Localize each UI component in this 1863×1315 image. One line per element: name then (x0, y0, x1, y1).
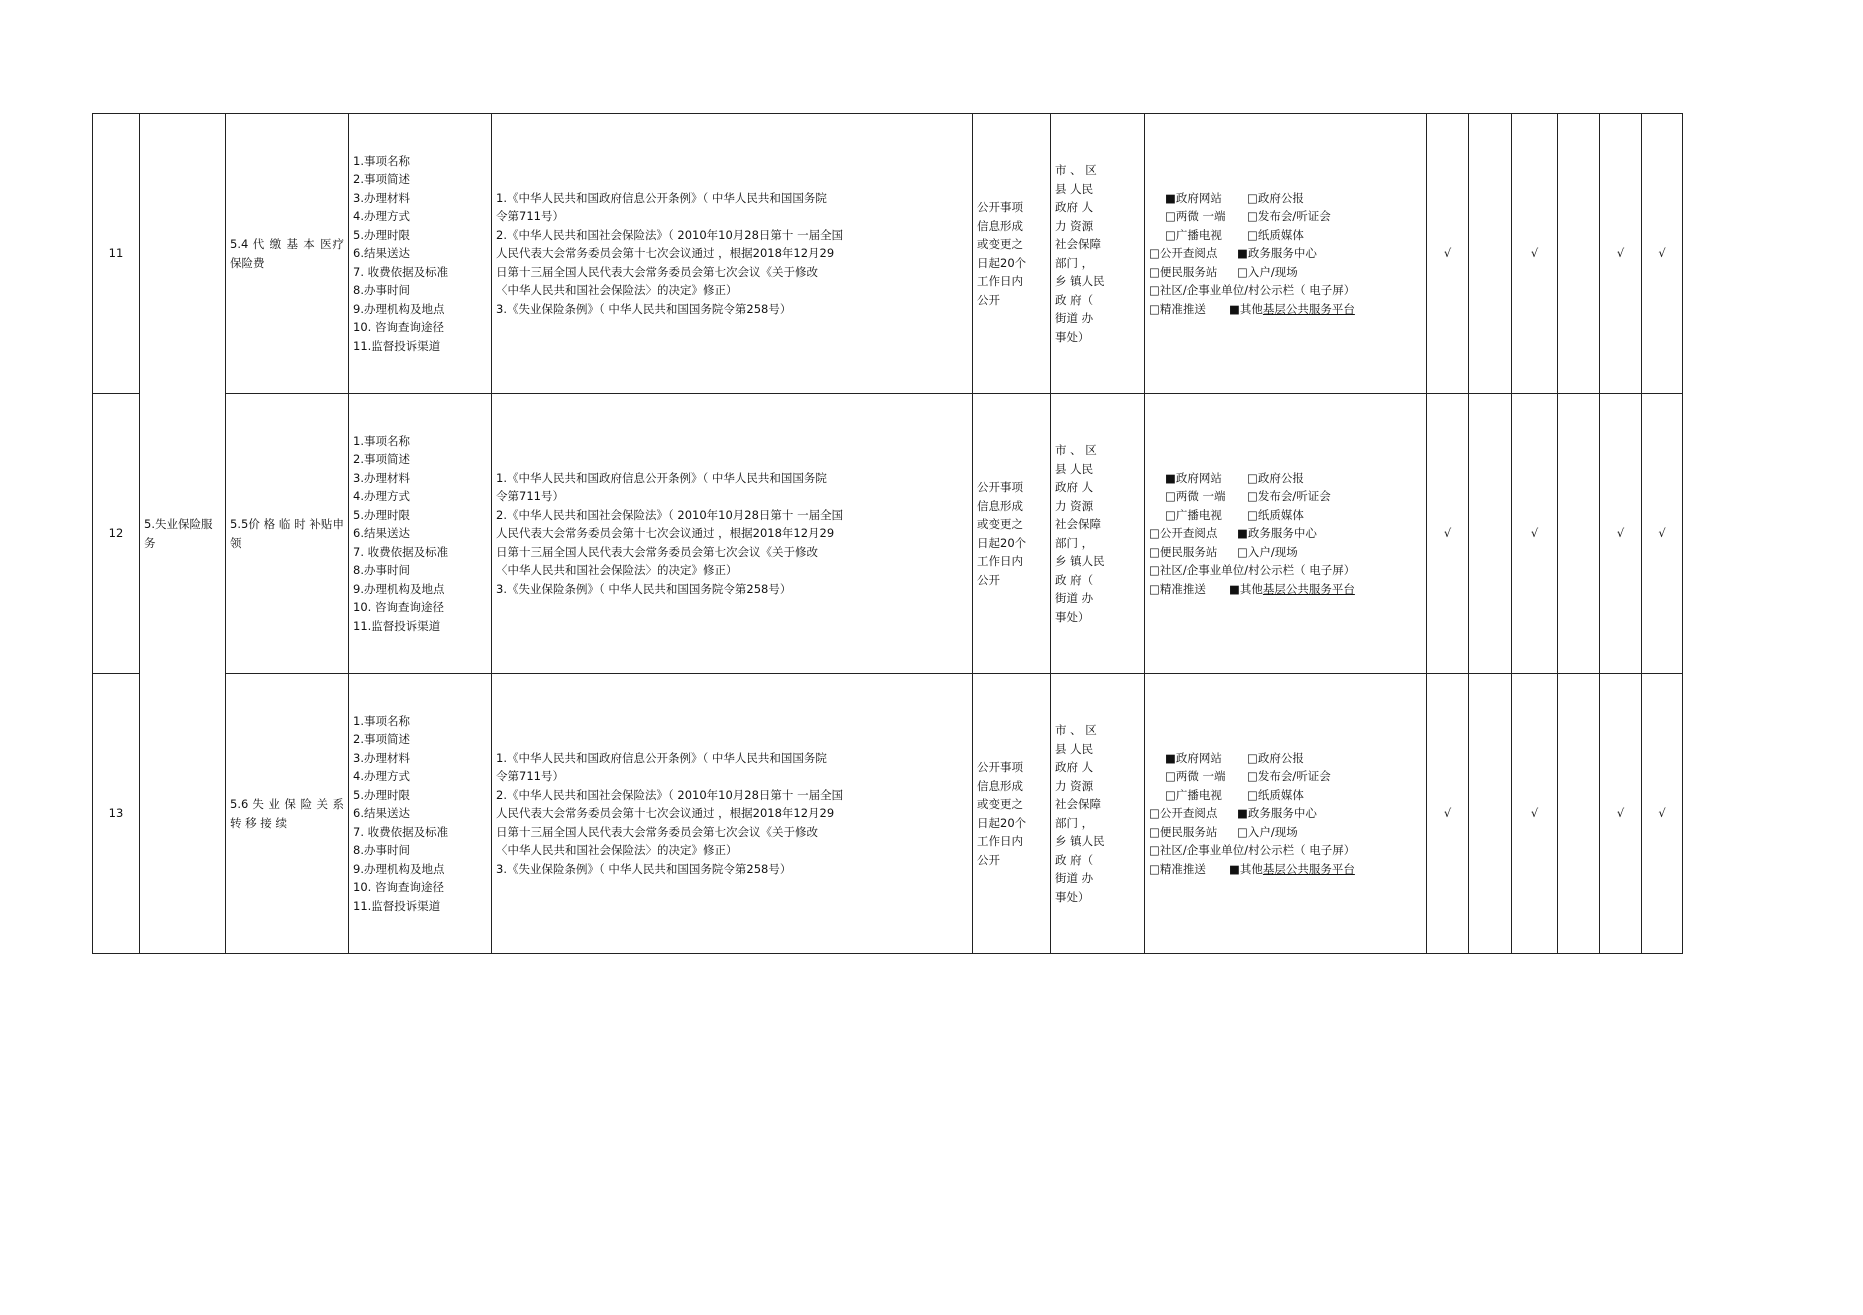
disclosure-basis (492, 114, 973, 394)
table-row (93, 114, 1683, 394)
check-mark: √ (1512, 674, 1558, 954)
subject-line: 事处） (1055, 609, 1090, 624)
channel-option: □精准推送 (1149, 861, 1206, 876)
element-line: 2.事项简述 (353, 732, 410, 747)
element-line: 8.办事时间 (353, 843, 410, 858)
item-name: 5.4 代 缴 基 本 医疗保险费 (226, 114, 349, 394)
basis-line: 日第十三届全国人民代表大会常务委员会第七次会议《关于修改 (496, 824, 818, 839)
element-line: 8.办事时间 (353, 283, 410, 298)
subject-line: 政府 人 (1055, 760, 1094, 774)
channel-option: □公开查阅点 (1149, 806, 1218, 821)
disclosure-channels (1145, 394, 1427, 674)
element-line: 4.办理方式 (353, 769, 410, 784)
element-line: 10. 咨询查询途径 (353, 600, 444, 615)
channel-other-value: 基层公共服务平台 (1262, 301, 1355, 316)
channel-other-value: 基层公共服务平台 (1262, 861, 1355, 876)
subject-line: 事处） (1055, 889, 1090, 904)
element-line: 1.事项名称 (353, 433, 410, 448)
time-line: 公开 (977, 572, 1000, 587)
subject-line: 街道 办 (1055, 591, 1094, 605)
time-line: 日起20个 (977, 255, 1027, 270)
element-line: 10. 咨询查询途径 (353, 880, 444, 895)
disclosure-elements (349, 114, 492, 394)
subject-line: 部门 ， (1055, 815, 1094, 830)
check-mark (1469, 674, 1512, 954)
time-line: 公开事项 (977, 480, 1023, 494)
check-mark: √ (1642, 674, 1683, 954)
subject-line: 社会保障 (1055, 237, 1101, 251)
channel-option: □社区/企事业单位/村公示栏（ 电子屏） (1149, 283, 1356, 298)
basis-line: 3.《失业保险条例》（ 中华人民共和国国务院令第258号） (496, 861, 792, 876)
channel-option: □两微 一端 (1165, 209, 1226, 224)
element-line: 5.办理时限 (353, 787, 410, 802)
check-mark (1558, 114, 1600, 394)
element-line: 11.监督投诉渠道 (353, 338, 441, 353)
element-line: 4.办理方式 (353, 209, 410, 224)
channel-option: □入户/现场 (1237, 544, 1298, 559)
channel-option: ■政府网站 (1165, 190, 1222, 205)
element-line: 5.办理时限 (353, 507, 410, 522)
table-row (93, 394, 1683, 674)
subject-line: 乡 镇人民 (1055, 274, 1105, 288)
element-line: 9.办理机构及地点 (353, 301, 445, 316)
check-mark: √ (1642, 114, 1683, 394)
channel-option: □社区/企事业单位/村公示栏（ 电子屏） (1149, 843, 1356, 858)
channel-option: □政府公报 (1247, 190, 1304, 205)
disclosure-time-limit (973, 394, 1051, 674)
check-mark (1469, 114, 1512, 394)
element-line: 1.事项名称 (353, 713, 410, 728)
row-number: 12 (93, 394, 140, 674)
element-line: 2.事项简述 (353, 172, 410, 187)
time-line: 信息形成 (977, 778, 1023, 793)
channel-option: ■政务服务中心 (1237, 806, 1317, 821)
channel-option: □公开查阅点 (1149, 246, 1218, 261)
subject-line: 县 人民 (1055, 741, 1094, 756)
disclosure-channels (1145, 674, 1427, 954)
element-line: 7. 收费依据及标准 (353, 544, 449, 559)
check-mark: √ (1642, 394, 1683, 674)
row-number: 11 (93, 114, 140, 394)
check-mark (1558, 674, 1600, 954)
subject-line: 市 、 区 (1055, 163, 1097, 177)
channel-option: □精准推送 (1149, 301, 1206, 316)
channel-option: □入户/现场 (1237, 824, 1298, 839)
basis-line: 人民代表大会常务委员会第十七次会议通过 ，根据2018年12月29 (496, 526, 835, 541)
subject-line: 部门 ， (1055, 255, 1094, 270)
subject-line: 部门 ， (1055, 535, 1094, 550)
channel-option: □社区/企事业单位/村公示栏（ 电子屏） (1149, 563, 1356, 578)
channel-option: □公开查阅点 (1149, 526, 1218, 541)
element-line: 3.办理材料 (353, 750, 410, 765)
channel-option: ■政务服务中心 (1237, 526, 1317, 541)
disclosure-basis (492, 394, 973, 674)
channel-option: □便民服务站 (1149, 544, 1218, 559)
category-cell: 5.失业保险服务 (140, 114, 226, 954)
time-line: 信息形成 (977, 218, 1023, 233)
time-line: 公开 (977, 292, 1000, 307)
channel-option: □发布会/听证会 (1247, 769, 1331, 784)
channel-option: □两微 一端 (1165, 489, 1226, 504)
element-line: 6.结果送达 (353, 806, 410, 821)
time-line: 公开事项 (977, 760, 1023, 774)
element-line: 1.事项名称 (353, 153, 410, 168)
item-name: 5.5价 格 临 时 补贴申领 (226, 394, 349, 674)
basis-line: 令第711号） (496, 209, 564, 224)
subject-line: 社会保障 (1055, 797, 1101, 811)
channel-option: □政府公报 (1247, 470, 1304, 485)
channel-option: □两微 一端 (1165, 769, 1226, 784)
basis-line: 1.《中华人民共和国政府信息公开条例》（ 中华人民共和国国务院 (496, 470, 827, 485)
table-row (93, 674, 1683, 954)
element-line: 7. 收费依据及标准 (353, 264, 449, 279)
disclosure-table (92, 113, 1683, 954)
check-mark: √ (1600, 114, 1642, 394)
time-line: 工作日内 (977, 834, 1023, 848)
channel-option: □纸质媒体 (1247, 787, 1304, 802)
element-line: 3.办理材料 (353, 470, 410, 485)
time-line: 信息形成 (977, 498, 1023, 513)
time-line: 公开 (977, 852, 1000, 867)
time-line: 公开事项 (977, 200, 1023, 214)
disclosure-elements (349, 394, 492, 674)
time-line: 或变更之 (977, 797, 1023, 811)
basis-line: 2.《中华人民共和国社会保险法》（ 2010年10月28日第十 一届全国 (496, 787, 844, 802)
disclosure-elements (349, 674, 492, 954)
disclosure-subject (1051, 114, 1145, 394)
channel-option: □便民服务站 (1149, 264, 1218, 279)
channel-option: ■其他 (1229, 581, 1263, 596)
time-line: 日起20个 (977, 535, 1027, 550)
channel-option: □便民服务站 (1149, 824, 1218, 839)
channel-option: □发布会/听证会 (1247, 209, 1331, 224)
check-mark: √ (1512, 114, 1558, 394)
basis-line: 日第十三届全国人民代表大会常务委员会第七次会议《关于修改 (496, 264, 818, 279)
basis-line: 1.《中华人民共和国政府信息公开条例》（ 中华人民共和国国务院 (496, 750, 827, 765)
element-line: 11.监督投诉渠道 (353, 618, 441, 633)
subject-line: 社会保障 (1055, 517, 1101, 531)
element-line: 9.办理机构及地点 (353, 581, 445, 596)
element-line: 10. 咨询查询途径 (353, 320, 444, 335)
subject-line: 政 府（ (1055, 572, 1094, 587)
channel-option: □广播电视 (1165, 507, 1222, 522)
subject-line: 政府 人 (1055, 200, 1094, 214)
subject-line: 县 人民 (1055, 461, 1094, 476)
basis-line: 〈中华人民共和国社会保险法〉的决定》修正） (496, 283, 738, 298)
check-mark: √ (1427, 394, 1469, 674)
basis-line: 〈中华人民共和国社会保险法〉的决定》修正） (496, 843, 738, 858)
subject-line: 街道 办 (1055, 311, 1094, 325)
time-line: 工作日内 (977, 274, 1023, 288)
element-line: 8.办事时间 (353, 563, 410, 578)
basis-line: 2.《中华人民共和国社会保险法》（ 2010年10月28日第十 一届全国 (496, 507, 844, 522)
subject-line: 事处） (1055, 329, 1090, 344)
channel-option: ■政务服务中心 (1237, 246, 1317, 261)
channel-option: □纸质媒体 (1247, 507, 1304, 522)
subject-line: 县 人民 (1055, 181, 1094, 196)
channel-other-value: 基层公共服务平台 (1262, 581, 1355, 596)
channel-option: ■政府网站 (1165, 750, 1222, 765)
element-line: 9.办理机构及地点 (353, 861, 445, 876)
disclosure-subject (1051, 394, 1145, 674)
check-mark: √ (1427, 674, 1469, 954)
check-mark (1558, 394, 1600, 674)
subject-line: 力 资源 (1055, 218, 1094, 233)
time-line: 日起20个 (977, 815, 1027, 830)
element-line: 7. 收费依据及标准 (353, 824, 449, 839)
element-line: 5.办理时限 (353, 227, 410, 242)
subject-line: 街道 办 (1055, 871, 1094, 885)
channel-option: ■政府网站 (1165, 470, 1222, 485)
subject-line: 政 府（ (1055, 292, 1094, 307)
channel-option: □纸质媒体 (1247, 227, 1304, 242)
check-mark (1469, 394, 1512, 674)
subject-line: 政 府（ (1055, 852, 1094, 867)
basis-line: 人民代表大会常务委员会第十七次会议通过 ，根据2018年12月29 (496, 246, 835, 261)
disclosure-subject (1051, 674, 1145, 954)
element-line: 6.结果送达 (353, 246, 410, 261)
element-line: 3.办理材料 (353, 190, 410, 205)
basis-line: 3.《失业保险条例》（ 中华人民共和国国务院令第258号） (496, 301, 792, 316)
time-line: 或变更之 (977, 237, 1023, 251)
basis-line: 1.《中华人民共和国政府信息公开条例》（ 中华人民共和国国务院 (496, 190, 827, 205)
element-line: 4.办理方式 (353, 489, 410, 504)
check-mark: √ (1600, 674, 1642, 954)
item-name: 5.6 失 业 保 险 关 系 转 移 接 续 (226, 674, 349, 954)
basis-line: 3.《失业保险条例》（ 中华人民共和国国务院令第258号） (496, 581, 792, 596)
subject-line: 乡 镇人民 (1055, 834, 1105, 848)
subject-line: 政府 人 (1055, 480, 1094, 494)
basis-line: 〈中华人民共和国社会保险法〉的决定》修正） (496, 563, 738, 578)
disclosure-basis (492, 674, 973, 954)
disclosure-time-limit (973, 114, 1051, 394)
subject-line: 力 资源 (1055, 778, 1094, 793)
basis-line: 2.《中华人民共和国社会保险法》（ 2010年10月28日第十 一届全国 (496, 227, 844, 242)
time-line: 或变更之 (977, 517, 1023, 531)
channel-option: □政府公报 (1247, 750, 1304, 765)
row-number: 13 (93, 674, 140, 954)
subject-line: 力 资源 (1055, 498, 1094, 513)
channel-option: □精准推送 (1149, 581, 1206, 596)
channel-option: □广播电视 (1165, 227, 1222, 242)
channel-option: □广播电视 (1165, 787, 1222, 802)
basis-line: 令第711号） (496, 489, 564, 504)
subject-line: 乡 镇人民 (1055, 554, 1105, 568)
basis-line: 人民代表大会常务委员会第十七次会议通过 ，根据2018年12月29 (496, 806, 835, 821)
disclosure-channels (1145, 114, 1427, 394)
channel-option: □发布会/听证会 (1247, 489, 1331, 504)
subject-line: 市 、 区 (1055, 723, 1097, 737)
basis-line: 令第711号） (496, 769, 564, 784)
check-mark: √ (1600, 394, 1642, 674)
channel-option: ■其他 (1229, 301, 1263, 316)
basis-line: 日第十三届全国人民代表大会常务委员会第七次会议《关于修改 (496, 544, 818, 559)
subject-line: 市 、 区 (1055, 443, 1097, 457)
check-mark: √ (1512, 394, 1558, 674)
element-line: 2.事项简述 (353, 452, 410, 467)
check-mark: √ (1427, 114, 1469, 394)
channel-option: ■其他 (1229, 861, 1263, 876)
element-line: 6.结果送达 (353, 526, 410, 541)
disclosure-time-limit (973, 674, 1051, 954)
element-line: 11.监督投诉渠道 (353, 898, 441, 913)
channel-option: □入户/现场 (1237, 264, 1298, 279)
time-line: 工作日内 (977, 554, 1023, 568)
